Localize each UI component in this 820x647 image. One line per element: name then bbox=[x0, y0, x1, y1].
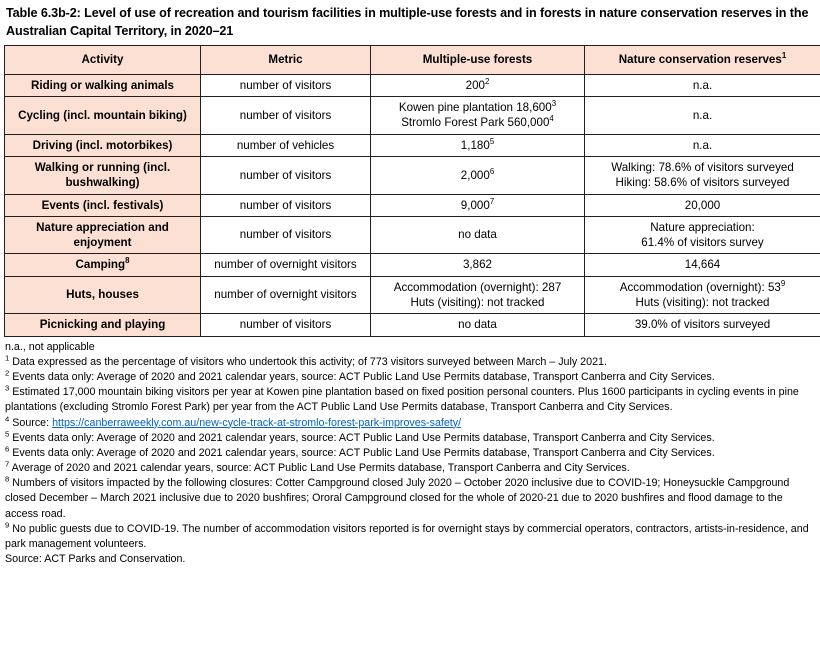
metric-cell: number of visitors bbox=[201, 314, 371, 336]
table-row bbox=[5, 276, 820, 314]
footnote bbox=[5, 446, 814, 461]
abbreviation-note: n.a., not applicable bbox=[5, 340, 95, 353]
cell-line bbox=[376, 78, 579, 93]
column-header-label: Multiple-use forests bbox=[422, 53, 533, 67]
footnote-marker: 4 bbox=[5, 413, 10, 423]
nature-conservation-reserves-cell bbox=[585, 74, 820, 96]
nature-conservation-reserves-cell bbox=[585, 97, 820, 135]
table-row bbox=[5, 314, 820, 336]
cell-text: Accommodation (overnight): 287 bbox=[393, 280, 562, 294]
activity-cell bbox=[5, 314, 201, 336]
activity-label: Picnicking and playing bbox=[39, 318, 166, 332]
footnote-text: Estimated 17,000 mountain biking visitors per year at Kowen pine plantation based on fixed position personal counters. Plus 1600 participants in cycling events in pine plantations (excluding Stromlo Forest Park) per year from the ACT Public Land Use Permits database, Transport Canberra and City Services. bbox=[5, 386, 799, 414]
header-row bbox=[5, 45, 820, 74]
cell-text: 9,000 bbox=[460, 198, 490, 212]
multiple-use-forests-cell bbox=[371, 97, 585, 135]
footnote bbox=[5, 431, 814, 446]
cell-line bbox=[590, 138, 815, 153]
cell-line bbox=[376, 138, 579, 153]
cell-text: 2,000 bbox=[460, 168, 490, 182]
cell-line bbox=[590, 257, 815, 272]
metric-cell: number of overnight visitors bbox=[201, 254, 371, 276]
activity-label: Camping bbox=[75, 258, 126, 272]
cell-line bbox=[376, 295, 579, 310]
table-row bbox=[5, 254, 820, 276]
column-header-nature-conservation-reserves bbox=[585, 45, 820, 74]
cell-line bbox=[590, 280, 815, 295]
multiple-use-forests-cell bbox=[371, 134, 585, 156]
cell-line bbox=[376, 198, 579, 213]
activity-label: Walking or running (incl. bushwalking) bbox=[34, 160, 171, 190]
cell-line bbox=[590, 295, 815, 310]
column-header-activity bbox=[5, 45, 201, 74]
metric-cell: number of vehicles bbox=[201, 134, 371, 156]
table-row bbox=[5, 97, 820, 135]
column-header-multiple-use-forests bbox=[371, 45, 585, 74]
footnote bbox=[5, 385, 814, 415]
cell-superscript: 4 bbox=[549, 114, 554, 124]
cell-text: n.a. bbox=[692, 78, 713, 92]
cell-text: Kowen pine plantation 18,600 bbox=[398, 101, 552, 115]
cell-line bbox=[376, 115, 579, 130]
activity-cell bbox=[5, 156, 201, 194]
cell-superscript: 9 bbox=[780, 278, 786, 288]
nature-conservation-reserves-cell bbox=[585, 134, 820, 156]
footnote bbox=[5, 522, 814, 552]
cell-line bbox=[376, 100, 579, 115]
nature-conservation-reserves-cell bbox=[585, 254, 820, 276]
table-row bbox=[5, 134, 820, 156]
cell-line bbox=[590, 317, 815, 332]
footnote-text: Events data only: Average of 2020 and 2021 calendar years, source: ACT Public Land Use Permits database, Transport Canberra and City Services. bbox=[12, 446, 715, 459]
cell-line bbox=[590, 198, 815, 213]
cell-line bbox=[590, 175, 815, 190]
table-body bbox=[5, 74, 820, 336]
cell-text: 1,180 bbox=[460, 138, 490, 152]
cell-line bbox=[376, 227, 579, 242]
activity-cell bbox=[5, 74, 201, 96]
cell-line bbox=[376, 168, 579, 183]
cell-superscript: 3 bbox=[551, 99, 557, 109]
activity-cell bbox=[5, 254, 201, 276]
cell-text: Huts (visiting): not tracked bbox=[410, 296, 545, 310]
metric-cell: number of visitors bbox=[201, 216, 371, 254]
footnote-text: Data expressed as the percentage of visitors who undertook this activity; of 773 visitors surveyed between March – July 2021. bbox=[12, 355, 607, 368]
activity-label: Riding or walking animals bbox=[30, 78, 174, 92]
cell-superscript: 7 bbox=[489, 196, 495, 206]
footnote bbox=[5, 413, 814, 431]
metric-cell: number of visitors bbox=[201, 74, 371, 96]
footnote-marker: 2 bbox=[5, 368, 10, 378]
cell-superscript: 5 bbox=[489, 136, 495, 146]
cell-line bbox=[376, 257, 579, 272]
cell-text: Hiking: 58.6% of visitors surveyed bbox=[615, 176, 790, 190]
footnote-text: Source: bbox=[12, 416, 53, 429]
cell-line bbox=[590, 78, 815, 93]
cell-line bbox=[590, 108, 815, 123]
multiple-use-forests-cell bbox=[371, 74, 585, 96]
activity-label: Events (incl. festivals) bbox=[41, 198, 164, 212]
column-header-label: Metric bbox=[268, 53, 303, 67]
column-header-metric bbox=[201, 45, 371, 74]
cell-line bbox=[376, 317, 579, 332]
multiple-use-forests-cell bbox=[371, 216, 585, 254]
activity-label: Nature appreciation and enjoyment bbox=[36, 220, 169, 250]
cell-text: 20,000 bbox=[684, 198, 721, 212]
footnote-text: Average of 2020 and 2021 calendar years, source: ACT Public Land Use Permits database, Transport Canberra and City Services. bbox=[11, 462, 630, 475]
multiple-use-forests-cell bbox=[371, 156, 585, 194]
source-note: Source: ACT Parks and Conservation. bbox=[5, 553, 186, 566]
footnote-marker: 8 bbox=[5, 474, 10, 484]
footnote-marker: 6 bbox=[5, 444, 10, 454]
cell-text: no data bbox=[458, 228, 497, 242]
table-header bbox=[5, 45, 820, 74]
footnote-marker: 7 bbox=[5, 459, 10, 469]
footnotes-list bbox=[5, 355, 814, 552]
activity-cell bbox=[5, 194, 201, 216]
activity-cell bbox=[5, 97, 201, 135]
metric-cell: number of visitors bbox=[201, 97, 371, 135]
column-header-superscript: 1 bbox=[781, 51, 787, 61]
table-row bbox=[5, 74, 820, 96]
recreation-use-table bbox=[4, 45, 820, 337]
footnote-text: Numbers of visitors impacted by the following closures: Cotter Campground closed July 2020 – October 2020 inclusive due to COVID-19; Honeysuckle Campground closed December – March 2021 inclusive due to 2020 bushfires; Ororal Campground closed for the whole of 2020-21 due to 2020 bushfires and flood damage to the access road. bbox=[5, 477, 790, 520]
metric-cell: number of overnight visitors bbox=[201, 276, 371, 314]
metric-cell: number of visitors bbox=[201, 156, 371, 194]
footnote bbox=[5, 370, 814, 385]
table-caption: Table 6.3b-2: Level of use of recreation and tourism facilities in multiple-use forests and in forests in nature conservation reserves in the Australian Capital Territory, in 2020–21 bbox=[6, 6, 809, 38]
footnote-text: Events data only: Average of 2020 and 2021 calendar years, source: ACT Public Land Use Permits database, Transport Canberra and City Services. bbox=[12, 431, 715, 444]
activity-cell bbox=[5, 216, 201, 254]
cell-text: 39.0% of visitors surveyed bbox=[634, 318, 771, 332]
nature-conservation-reserves-cell bbox=[585, 156, 820, 194]
activity-label: Cycling (incl. mountain biking) bbox=[18, 108, 187, 122]
footnote-marker: 3 bbox=[5, 383, 10, 393]
cell-text: Stromlo Forest Park 560,000 bbox=[401, 116, 550, 130]
cell-text: n.a. bbox=[692, 138, 713, 152]
multiple-use-forests-cell bbox=[371, 314, 585, 336]
activity-superscript: 8 bbox=[125, 256, 130, 266]
cell-text: 3,862 bbox=[462, 258, 492, 272]
nature-conservation-reserves-cell bbox=[585, 276, 820, 314]
cell-text: 14,664 bbox=[684, 258, 721, 272]
column-header-label: Activity bbox=[81, 53, 124, 67]
cell-text: 61.4% of visitors survey bbox=[641, 236, 764, 250]
table-row bbox=[5, 216, 820, 254]
footnote bbox=[5, 355, 814, 370]
activity-label: Huts, houses bbox=[66, 288, 139, 302]
multiple-use-forests-cell bbox=[371, 276, 585, 314]
footnote-text: No public guests due to COVID-19. The number of accommodation visitors reported is for overnight stays by commercial operators, contractors, artists-in-residence, and park management volunteers. bbox=[5, 522, 809, 551]
footnote bbox=[5, 461, 814, 476]
footnote-text: Events data only: Average of 2020 and 2021 calendar years, source: ACT Public Land Use Permits database, Transport Canberra and City Services. bbox=[12, 370, 715, 383]
footnote-link[interactable]: https://canberraweekly.com.au/new-cycle-track-at-stromlo-forest-park-improves-safety/ bbox=[52, 416, 462, 429]
cell-text: Huts (visiting): not tracked bbox=[635, 296, 770, 310]
cell-text: Nature appreciation: bbox=[650, 220, 755, 234]
metric-cell: number of visitors bbox=[201, 194, 371, 216]
cell-line bbox=[590, 160, 815, 175]
activity-label: Driving (incl. motorbikes) bbox=[32, 138, 173, 152]
nature-conservation-reserves-cell bbox=[585, 194, 820, 216]
footnote-marker: 1 bbox=[5, 353, 10, 363]
multiple-use-forests-cell bbox=[371, 194, 585, 216]
cell-line bbox=[376, 280, 579, 295]
nature-conservation-reserves-cell bbox=[585, 314, 820, 336]
cell-text: Walking: 78.6% of visitors surveyed bbox=[611, 160, 794, 174]
activity-cell bbox=[5, 134, 201, 156]
cell-text: no data bbox=[458, 318, 497, 332]
cell-superscript: 6 bbox=[489, 166, 495, 176]
footnote-marker: 5 bbox=[5, 429, 10, 439]
cell-text: n.a. bbox=[692, 108, 713, 122]
nature-conservation-reserves-cell bbox=[585, 216, 820, 254]
footnote bbox=[5, 476, 814, 522]
cell-superscript: 2 bbox=[484, 76, 490, 86]
table-notes bbox=[2, 340, 818, 568]
footnote-marker: 9 bbox=[5, 520, 10, 530]
column-header-label: Nature conservation reserves bbox=[618, 53, 782, 67]
cell-line bbox=[590, 220, 815, 235]
table-row bbox=[5, 194, 820, 216]
table-row bbox=[5, 156, 820, 194]
multiple-use-forests-cell bbox=[371, 254, 585, 276]
cell-text: Accommodation (overnight): 53 bbox=[619, 280, 781, 294]
cell-line bbox=[590, 235, 815, 250]
activity-cell bbox=[5, 276, 201, 314]
cell-text: 200 bbox=[465, 78, 485, 92]
